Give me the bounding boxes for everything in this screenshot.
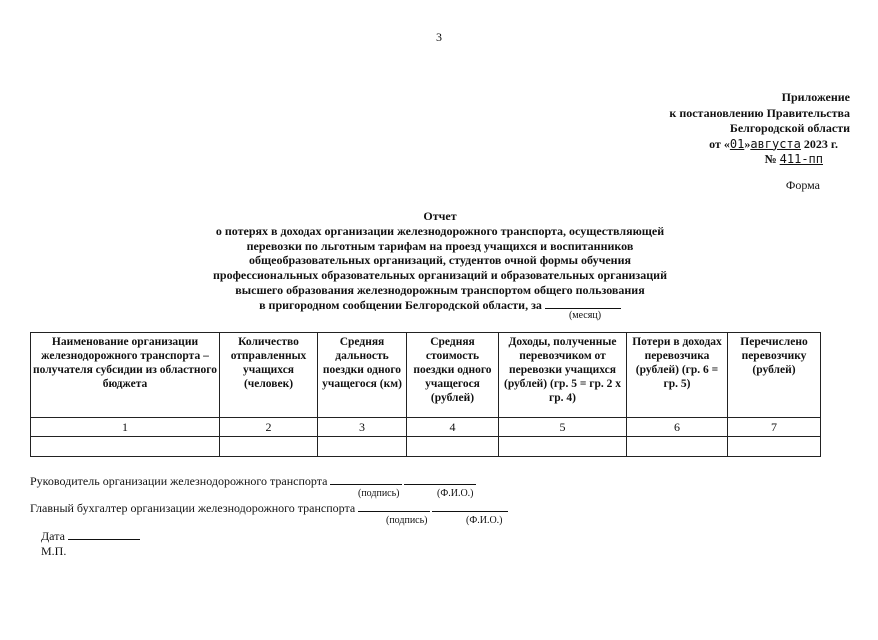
appendix-block (600, 90, 850, 168)
column-number: 7 (728, 418, 821, 437)
month-blank[interactable] (545, 298, 621, 309)
column-number: 1 (31, 418, 220, 437)
date-day: 01 (729, 136, 745, 151)
date-month: августа (750, 136, 801, 151)
report-heading: Отчет (423, 209, 457, 223)
head-signature-caption: (подпись) (358, 488, 400, 499)
column-number: 4 (407, 418, 499, 437)
table-cell-empty[interactable] (728, 437, 821, 457)
appendix-date (600, 137, 850, 153)
report-title-line: профессиональных образовательных организаций и образовательных организаций (212, 268, 667, 283)
table-row (31, 437, 821, 457)
report-title-line-last (150, 298, 730, 313)
column-number: 6 (627, 418, 728, 437)
header-org-name: Наименование организации железнодорожного транспорта – получателя субсидии из областного бюджета (31, 333, 220, 418)
accountant-signature-blank[interactable] (358, 501, 430, 512)
date-line (41, 529, 140, 544)
column-number: 3 (318, 418, 407, 437)
date-separator: » (744, 136, 751, 151)
head-name-blank[interactable] (404, 474, 476, 485)
date-blank[interactable] (68, 529, 140, 540)
table-cell-empty[interactable] (31, 437, 220, 457)
head-name-caption: (Ф.И.О.) (437, 488, 474, 499)
report-title-line: о потерях в доходах организации железнодорожного транспорта, осуществляющей (215, 223, 665, 238)
report-title-line: перевозки по льготным тарифам на проезд учащихся и воспитанников (246, 238, 634, 253)
number-value: 411-пп (779, 152, 823, 166)
head-signature-blank[interactable] (330, 474, 402, 485)
table-number-row (31, 418, 821, 437)
header-losses: Потери в доходах перевозчика (рублей) (гр. 6 = гр. 5) (627, 333, 728, 418)
form-label: Форма (785, 178, 820, 192)
report-title-line: общеобразовательных организаций, студентов очной формы обучения (249, 253, 631, 268)
appendix-line-2: Белгородской области (729, 121, 850, 135)
month-caption: (месяц) (568, 310, 602, 321)
appendix-title: Приложение (781, 90, 850, 104)
report-title-line-text: в пригородном сообщении Белгородской области, за (259, 297, 542, 312)
head-signature-line (30, 474, 476, 489)
appendix-number (600, 152, 850, 168)
accountant-name-caption: (Ф.И.О.) (466, 515, 503, 526)
date-year: 2023 г. (803, 136, 838, 151)
table-cell-empty[interactable] (499, 437, 627, 457)
date-label: Дата (41, 529, 65, 543)
header-avg-distance: Средняя дальность поездки одного учащегося (км) (318, 333, 407, 418)
number-prefix: № (764, 152, 777, 166)
report-title (150, 209, 730, 313)
page-number: 3 (436, 30, 442, 44)
accountant-name-blank[interactable] (432, 501, 508, 512)
column-number: 5 (499, 418, 627, 437)
header-students-count: Количество отправленных учащихся (человек) (220, 333, 318, 418)
stamp-label: М.П. (41, 544, 67, 558)
accountant-signature-line (30, 501, 508, 516)
table-cell-empty[interactable] (407, 437, 499, 457)
appendix-line-1: к постановлению Правительства (669, 105, 850, 120)
report-table (30, 332, 821, 457)
accountant-signature-caption: (подпись) (386, 515, 428, 526)
table-cell-empty[interactable] (318, 437, 407, 457)
table-cell-empty[interactable] (220, 437, 318, 457)
table-header-row (31, 333, 821, 418)
column-number: 2 (220, 418, 318, 437)
header-avg-cost: Средняя стоимость поездки одного учащегося (рублей) (407, 333, 499, 418)
report-title-line: высшего образования железнодорожным транспортом общего пользования (235, 282, 645, 297)
head-label: Руководитель организации железнодорожного транспорта (30, 474, 328, 488)
header-transferred: Перечислено перевозчику (рублей) (728, 333, 821, 418)
date-prefix: от « (709, 136, 730, 151)
header-income: Доходы, полученные перевозчиком от перевозки учащихся (рублей) (гр. 5 = гр. 2 х гр. 4) (499, 333, 627, 418)
table-cell-empty[interactable] (627, 437, 728, 457)
accountant-label: Главный бухгалтер организации железнодорожного транспорта (30, 501, 356, 515)
